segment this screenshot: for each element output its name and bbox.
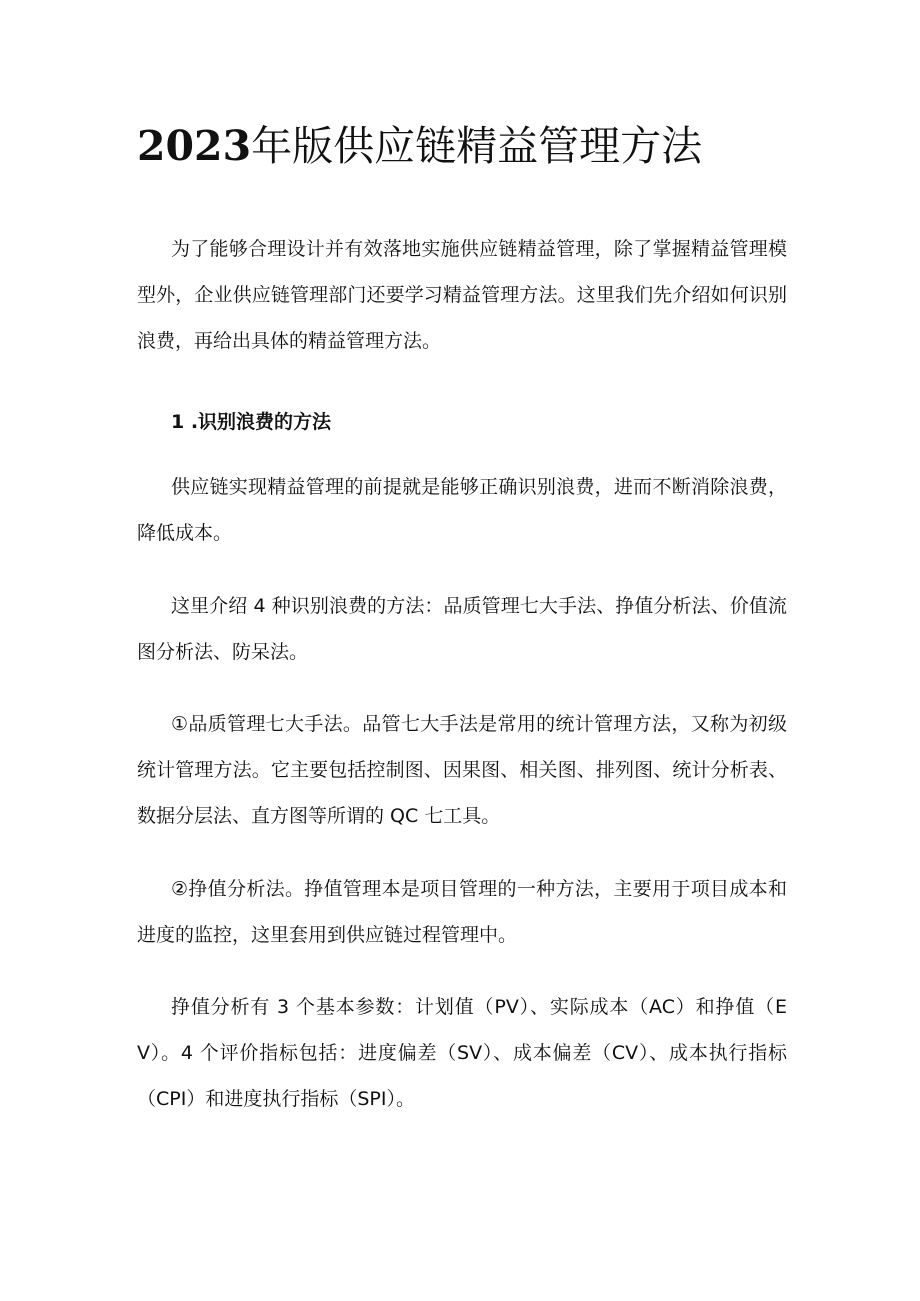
paragraph-premise: 供应链实现精益管理的前提就是能够正确识别浪费，进而不断消除浪费，降低成本。 bbox=[137, 476, 787, 544]
paragraph-ev-parameters: 挣值分析有 3 个基本参数：计划值（PV）、实际成本（AC）和挣值（EV）。4 个评价指标包括：进度偏差（SV）、成本偏差（CV）、成本执行指标（CPI）和进度执行指标（SPI）。 bbox=[137, 996, 787, 1110]
intro-paragraph: 为了能够合理设计并有效落地实施供应链精益管理，除了掌握精益管理模型外，企业供应链管理部门还要学习精益管理方法。这里我们先介绍如何识别浪费，再给出具体的精益管理方法。 bbox=[137, 238, 787, 352]
paragraph-four-methods: 这里介绍 4 种识别浪费的方法：品质管理七大手法、挣值分析法、价值流图分析法、防呆法。 bbox=[137, 595, 787, 663]
title-year: 2023 bbox=[137, 122, 252, 170]
document-title bbox=[137, 118, 837, 174]
title-text: 年版供应链精益管理方法 bbox=[251, 122, 703, 170]
section-heading-1: 1 .识别浪费的方法 bbox=[171, 411, 332, 433]
paragraph-qc-seven-tools: ①品质管理七大手法。品管七大手法是常用的统计管理方法，又称为初级统计管理方法。它主要包括控制图、因果图、相关图、排列图、统计分析表、数据分层法、直方图等所谓的 QC 七工具。 bbox=[137, 713, 787, 827]
paragraph-earned-value: ②挣值分析法。挣值管理本是项目管理的一种方法，主要用于项目成本和进度的监控，这里套用到供应链过程管理中。 bbox=[137, 878, 787, 946]
